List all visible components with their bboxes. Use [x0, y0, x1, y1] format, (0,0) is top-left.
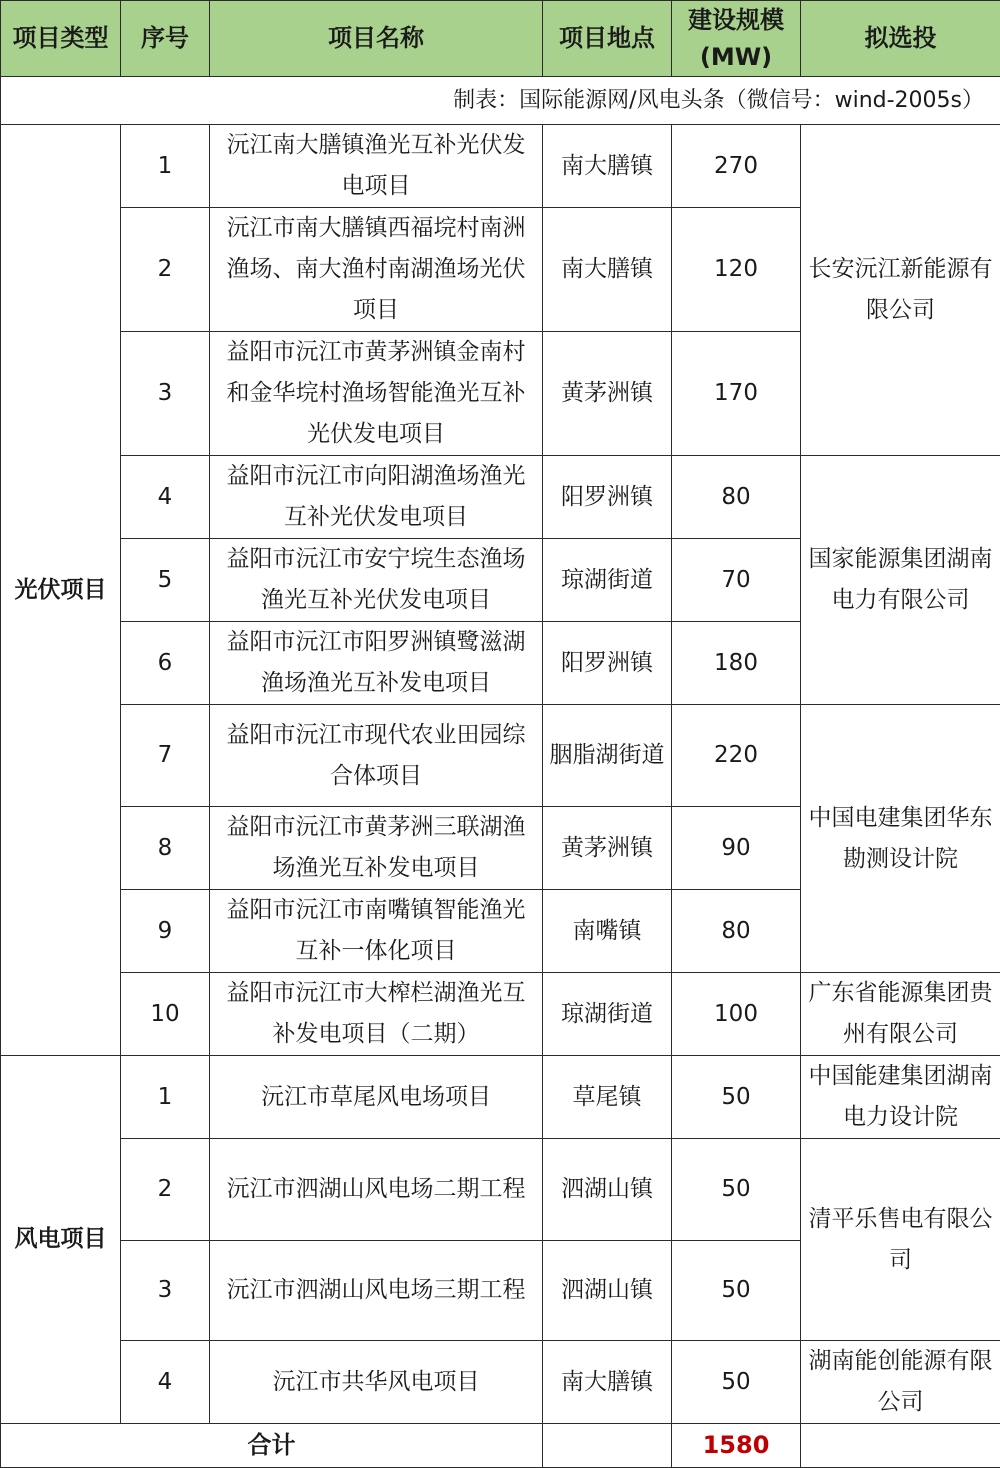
header-type: 项目类型 — [1, 1, 121, 77]
project-type-wind: 风电项目 — [1, 1056, 121, 1424]
table-row — [1, 1139, 1000, 1241]
header-location: 项目地点 — [543, 1, 672, 77]
project-location: 南大膳镇 — [543, 125, 672, 208]
table-row — [1, 456, 1000, 539]
row-no: 10 — [121, 973, 210, 1056]
row-no: 2 — [121, 1139, 210, 1241]
project-capacity: 100 — [672, 973, 801, 1056]
project-location: 南大膳镇 — [543, 208, 672, 332]
investor: 国家能源集团湖南电力有限公司 — [801, 456, 1000, 705]
row-no: 4 — [121, 456, 210, 539]
project-capacity: 50 — [672, 1341, 801, 1424]
row-no: 3 — [121, 1241, 210, 1341]
row-no: 4 — [121, 1341, 210, 1424]
project-location: 泗湖山镇 — [543, 1139, 672, 1241]
project-name: 沅江市泗湖山风电场二期工程 — [210, 1139, 543, 1241]
header-investor: 拟选投 — [801, 1, 1000, 77]
project-capacity: 50 — [672, 1139, 801, 1241]
project-name: 益阳市沅江市南嘴镇智能渔光互补一体化项目 — [210, 890, 543, 973]
project-location: 琼湖街道 — [543, 973, 672, 1056]
table-row — [1, 125, 1000, 208]
project-name: 沅江南大膳镇渔光互补光伏发电项目 — [210, 125, 543, 208]
table-row — [1, 705, 1000, 807]
investor: 清平乐售电有限公司 — [801, 1139, 1000, 1341]
project-name: 益阳市沅江市大榨栏湖渔光互补发电项目（二期） — [210, 973, 543, 1056]
project-name: 沅江市泗湖山风电场三期工程 — [210, 1241, 543, 1341]
total-empty-cell — [543, 1424, 672, 1468]
project-location: 南嘴镇 — [543, 890, 672, 973]
project-type-pv: 光伏项目 — [1, 125, 121, 1056]
project-name: 沅江市草尾风电场项目 — [210, 1056, 543, 1139]
project-name: 益阳市沅江市现代农业田园综合体项目 — [210, 705, 543, 807]
row-no: 8 — [121, 807, 210, 890]
project-name: 益阳市沅江市黄茅洲三联湖渔场渔光互补发电项目 — [210, 807, 543, 890]
total-row — [1, 1424, 1000, 1468]
total-label: 合计 — [1, 1424, 543, 1468]
row-no: 5 — [121, 539, 210, 622]
project-name: 沅江市南大膳镇西福垸村南洲渔场、南大渔村南湖渔场光伏项目 — [210, 208, 543, 332]
project-location: 阳罗洲镇 — [543, 456, 672, 539]
investor: 广东省能源集团贵州有限公司 — [801, 973, 1000, 1056]
investor: 长安沅江新能源有限公司 — [801, 125, 1000, 456]
row-no: 1 — [121, 125, 210, 208]
project-location: 黄茅洲镇 — [543, 807, 672, 890]
table-row — [1, 1341, 1000, 1424]
credit-row — [1, 77, 1000, 125]
project-location: 南大膳镇 — [543, 1341, 672, 1424]
row-no: 3 — [121, 332, 210, 456]
table-credit: 制表：国际能源网/风电头条（微信号：wind-2005s） — [1, 77, 1000, 125]
project-location: 琼湖街道 — [543, 539, 672, 622]
project-capacity: 50 — [672, 1056, 801, 1139]
investor: 中国电建集团华东勘测设计院 — [801, 705, 1000, 973]
project-capacity: 170 — [672, 332, 801, 456]
header-row — [1, 1, 1000, 77]
header-name: 项目名称 — [210, 1, 543, 77]
project-name: 益阳市沅江市安宁垸生态渔场渔光互补光伏发电项目 — [210, 539, 543, 622]
project-capacity: 50 — [672, 1241, 801, 1341]
project-capacity: 90 — [672, 807, 801, 890]
project-name: 沅江市共华风电项目 — [210, 1341, 543, 1424]
project-name: 益阳市沅江市黄茅洲镇金南村和金华垸村渔场智能渔光互补光伏发电项目 — [210, 332, 543, 456]
project-capacity: 180 — [672, 622, 801, 705]
total-value: 1580 — [672, 1424, 801, 1468]
row-no: 6 — [121, 622, 210, 705]
project-capacity: 70 — [672, 539, 801, 622]
project-capacity: 80 — [672, 890, 801, 973]
project-location: 胭脂湖街道 — [543, 705, 672, 807]
table-row — [1, 1056, 1000, 1139]
header-capacity: 建设规模(MW) — [672, 1, 801, 77]
project-location: 草尾镇 — [543, 1056, 672, 1139]
row-no: 1 — [121, 1056, 210, 1139]
project-location: 泗湖山镇 — [543, 1241, 672, 1341]
table-row — [1, 973, 1000, 1056]
project-capacity: 220 — [672, 705, 801, 807]
header-no: 序号 — [121, 1, 210, 77]
project-name: 益阳市沅江市向阳湖渔场渔光互补光伏发电项目 — [210, 456, 543, 539]
project-name: 益阳市沅江市阳罗洲镇鹭滋湖渔场渔光互补发电项目 — [210, 622, 543, 705]
project-capacity: 120 — [672, 208, 801, 332]
row-no: 7 — [121, 705, 210, 807]
project-location: 黄茅洲镇 — [543, 332, 672, 456]
row-no: 9 — [121, 890, 210, 973]
row-no: 2 — [121, 208, 210, 332]
investor: 中国能建集团湖南电力设计院 — [801, 1056, 1000, 1139]
project-capacity: 80 — [672, 456, 801, 539]
project-location: 阳罗洲镇 — [543, 622, 672, 705]
total-empty-cell — [801, 1424, 1000, 1468]
project-capacity: 270 — [672, 125, 801, 208]
investor: 湖南能创能源有限公司 — [801, 1341, 1000, 1424]
